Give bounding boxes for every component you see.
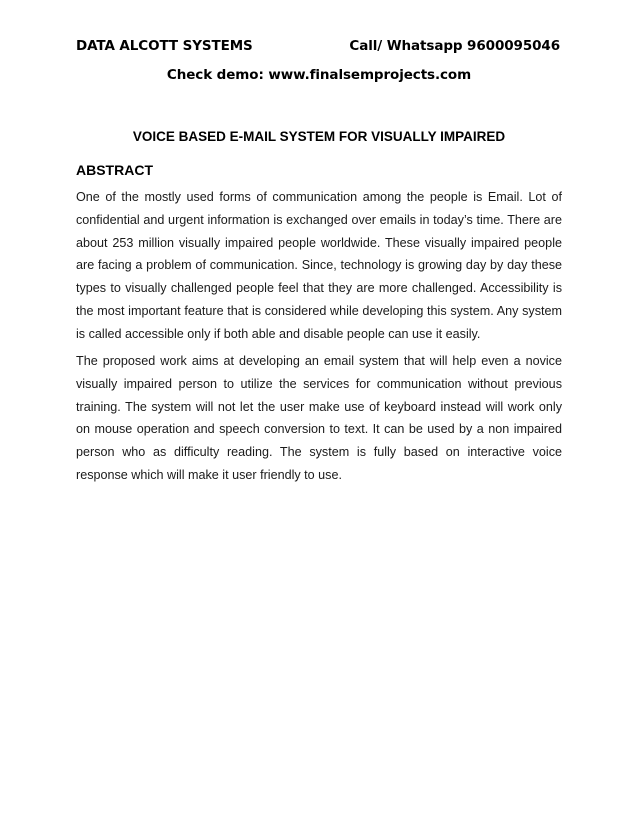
abstract-paragraph-2: The proposed work aims at developing an email system that will help even a novice visually impaired person to utilize the services for communication without previous training. The system will not let the user make use of keyboard instead will work only on mouse operation and speech conversion to text. It can be used by a non impaired person who as difficulty reading. The system is fully based on interactive voice response which will make it user friendly to use. xyxy=(76,354,562,482)
demo-link-text: Check demo: www.finalsemprojects.com xyxy=(166,67,472,83)
company-name: DATA ALCOTT SYSTEMS xyxy=(76,38,253,54)
document-title: VOICE BASED E-MAIL SYSTEM FOR VISUALLY IMPAIRED xyxy=(132,129,506,144)
abstract-heading: ABSTRACT xyxy=(76,162,153,178)
abstract-paragraph-1: One of the mostly used forms of communication among the people is Email. Lot of confidential and urgent information is exchanged over emails in today’s time. There are about 253 million visually impaired people worldwide. These visually impaired people are facing a problem of communication. Since, technology is growing day by day these types to visually challenged people feel that they are more challenged. Accessibility is the most important feature that is considered while developing this system. Any system is called accessible only if both able and disable people can use it easily. xyxy=(76,190,562,341)
contact-info: Call/ Whatsapp 9600095046 xyxy=(349,38,560,54)
page-header xyxy=(76,38,562,58)
